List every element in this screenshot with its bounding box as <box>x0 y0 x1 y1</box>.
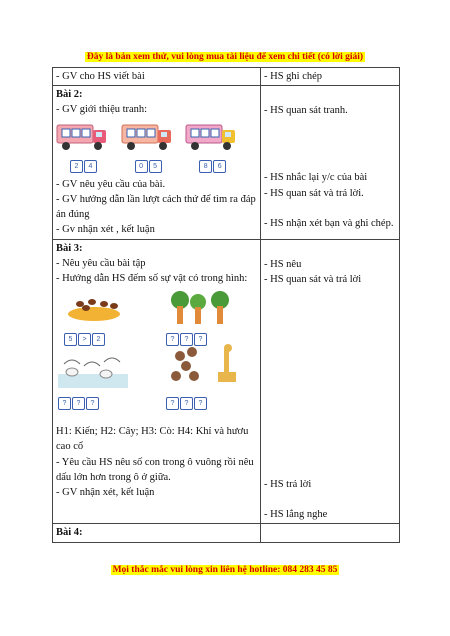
sign-box: ? <box>180 397 193 410</box>
text-line: - GV hướng dẫn lần lượt cách thứ để tìm ra đáp án đúng <box>56 193 256 221</box>
preview-banner <box>0 51 450 62</box>
student-cell <box>261 86 400 239</box>
truck-picture <box>185 121 237 173</box>
number-box: 4 <box>84 160 97 173</box>
teacher-cell <box>53 239 261 524</box>
number-box: ? <box>194 397 207 410</box>
student-cell <box>261 239 400 524</box>
text-line: - HS trả lời <box>264 478 312 490</box>
text-line: - GV nhận xét, kết luận <box>56 487 155 499</box>
number-box: 2 <box>92 333 105 346</box>
number-box: 5 <box>149 160 162 173</box>
text-line: - GV nêu yêu cầu của bài. <box>56 178 166 190</box>
text-line: - GV giới thiệu tranh: <box>56 104 148 116</box>
hotline-banner-text: Mọi thắc mắc vui lòng xin liên hệ hotline: 084 283 45 85 <box>112 565 338 575</box>
exercise-heading: Bài 4: <box>56 527 83 539</box>
number-box: ? <box>58 397 71 410</box>
truck-picture <box>56 121 108 173</box>
sign-box: ? <box>180 333 193 346</box>
number-box: ? <box>166 397 179 410</box>
table-row <box>53 86 400 239</box>
hotline-banner <box>0 564 450 575</box>
text-line: - HS nêu <box>264 258 302 270</box>
text-line: H1: Kiến; H2: Cây; H3: Cò: H4: Khỉ và hươu cao cổ <box>56 426 249 453</box>
table-row <box>53 68 400 86</box>
teacher-cell <box>53 86 261 239</box>
text-line: - Gv nhận xét , kết luận <box>56 224 155 236</box>
text-line: - Nêu yêu cầu bài tập <box>56 257 146 269</box>
trees-picture <box>166 290 236 346</box>
text-line: - Hướng dẫn HS đếm số sự vật có trong hình: <box>56 272 248 284</box>
number-box: ? <box>166 333 179 346</box>
number-box: ? <box>86 397 99 410</box>
trees-icon <box>166 290 236 326</box>
table-row <box>53 239 400 524</box>
sign-box: > <box>78 333 91 346</box>
student-cell <box>261 524 400 542</box>
text-line: - GV cho HS viết bài <box>56 71 145 82</box>
number-box: ? <box>194 333 207 346</box>
counting-illustrations <box>56 290 257 418</box>
text-line: - Yêu cầu HS nêu số con trong ô vuông rồi nêu dấu lớn hơn trong ô ở giữa. <box>56 456 254 483</box>
preview-banner-text: Đây là bản xem thử, vui lòng mua tài liệu để xem chi tiết (có lời giải) <box>86 52 364 62</box>
number-box: 0 <box>135 160 148 173</box>
number-box: 2 <box>70 160 83 173</box>
teacher-cell <box>53 68 261 86</box>
storks-picture <box>58 354 128 410</box>
truck-picture <box>121 121 173 173</box>
text-line: - HS quan sát tranh. <box>264 105 348 117</box>
text-line: - HS ghi chép <box>264 71 323 82</box>
text-line: - HS lắng nghe <box>264 509 328 521</box>
teacher-cell <box>53 524 261 542</box>
ants-on-leaf-icon <box>64 292 124 326</box>
number-box: 5 <box>64 333 77 346</box>
text-line: - HS nhận xét bạn và ghi chép. <box>264 217 394 229</box>
lesson-table <box>52 67 400 543</box>
sign-box: ? <box>72 397 85 410</box>
truck-icon <box>185 121 237 153</box>
truck-icon <box>121 121 173 153</box>
student-cell <box>261 68 400 86</box>
truck-icon <box>56 121 108 153</box>
monkeys-giraffe-picture <box>166 342 246 410</box>
monkeys-giraffe-icon <box>166 342 246 390</box>
truck-illustrations <box>56 121 257 169</box>
number-box: 8 <box>199 160 212 173</box>
storks-icon <box>58 354 128 390</box>
ants-picture <box>64 292 124 346</box>
table-row <box>53 524 400 542</box>
exercise-heading: Bài 2: <box>56 89 83 101</box>
number-box: 6 <box>213 160 226 173</box>
text-line: - HS quan sát và trả lời <box>264 273 362 285</box>
text-line: - HS nhắc lại y/c của bài <box>264 172 368 184</box>
exercise-heading: Bài 3: <box>56 242 83 254</box>
text-line: - HS quan sát và trả lời. <box>264 187 364 199</box>
